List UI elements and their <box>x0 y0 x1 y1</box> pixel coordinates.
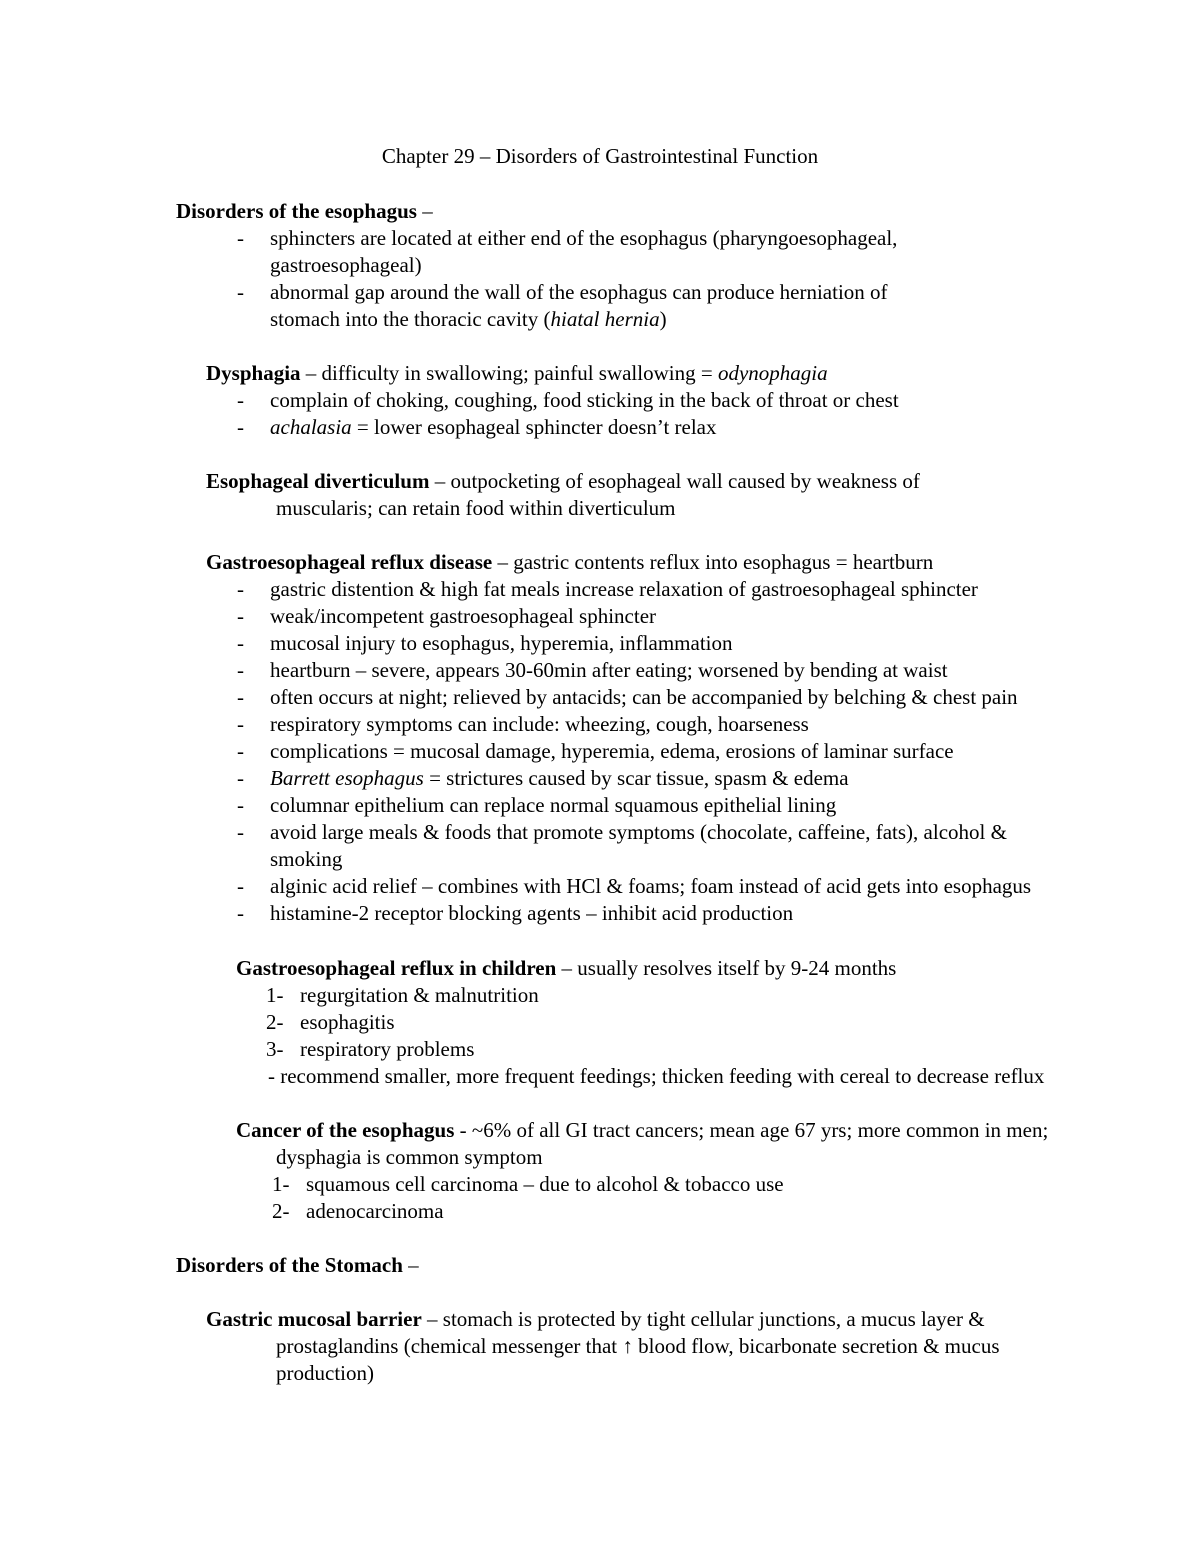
document-page: Chapter 29 – Disorders of Gastrointestinal Function Disorders of the esophagus – - sphincters are located at either end of the esophagus (pharyngoesophageal, gastroesophageal) - abnormal gap around the wall of the esophagus can produce herniation of stomach into the thoracic cavity (hiatal hernia) Dysphagia – difficulty in swallowing; painful swallowing = odynophagia - complain of choking, coughing, food sticking in the back of throat or chest - achalasia = lower esophageal sphincter doesn’t relax Esophageal diverticulum – outpocketing of esophageal wall caused by weakness of muscularis; can retain food within diverticulum Gastroesophageal reflux disease – gastric contents reflux into esophagus = heartburn - gastric distention & high fat meals increase relaxation of gastroesophageal sphincter - weak/incompetent gastroesophageal sphincter - mucosal injury to esophagus, hyperemia, inflammation - heartburn – severe, appears 30-60min after eating; worsened by bending at waist - often occurs at night; relieved by antacids; can be accompanied by belching & chest pain - respiratory symptoms can include: wheezing, cough, hoarseness - complications = mucosal damage, hyperemia, edema, erosions of laminar surface - Barrett esophagus = strictures caused by scar tissue, spasm & edema - columnar epithelium can replace normal squamous epithelial lining - avoid large meals & foods that promote symptoms (chocolate, caffeine, fats), alcohol & smoking - alginic acid relief – combines with HCl & foams; foam instead of acid gets into esophagus - histamine-2 receptor blocking agents – inhibit acid production Gastroesophageal reflux in children – usually resolves itself by 9-24 months 1- regurgitation & malnutrition 2- esophagitis 3- respiratory problems - recommend smaller, more frequent feedings; thicken feeding with cereal to decrease reflux Cancer of the esophagus - ~6% of all GI tract cancers; mean age 67 yrs; more common in men; dysphagia is common symptom 1- squamous cell carcinoma – due to alcohol & tobacco use 2- adenocarcinoma Disorders of the Stomach – Gastric mucosal barrier – stomach is protected by tight cellular junctions, a mucus layer & prostaglandins (chemical messenger that ↑ blood flow, bicarbonate secretion & mucus production) <box>0 0 1200 1553</box>
topic-gerd: Gastroesophageal reflux disease – gastric contents reflux into esophagus = heartburn <box>206 550 934 574</box>
list-item-continuation: smoking <box>270 847 343 871</box>
topic-esophageal-diverticulum: Esophageal diverticulum – outpocketing of esophageal wall caused by weakness of <box>206 469 920 493</box>
topic-gastric-mucosal-barrier: Gastric mucosal barrier – stomach is protected by tight cellular junctions, a mucus layer & <box>206 1307 985 1331</box>
topic-continuation: production) <box>276 1361 374 1385</box>
numbered-item: 3- respiratory problems <box>266 1037 475 1061</box>
list-item-continuation: stomach into the thoracic cavity (hiatal hernia) <box>270 307 667 331</box>
topic-esophageal-cancer: Cancer of the esophagus - ~6% of all GI tract cancers; mean age 67 yrs; more common in men; <box>236 1118 1049 1142</box>
section-heading-stomach: Disorders of the Stomach – <box>176 1253 419 1277</box>
topic-continuation: muscularis; can retain food within diverticulum <box>276 496 676 520</box>
numbered-item: 1- regurgitation & malnutrition <box>266 983 539 1007</box>
topic-continuation: prostaglandins (chemical messenger that ↑ blood flow, bicarbonate secretion & mucus <box>276 1334 1000 1358</box>
page-title: Chapter 29 – Disorders of Gastrointestinal Function <box>381 144 819 168</box>
topic-continuation: dysphagia is common symptom <box>276 1145 543 1169</box>
list-item-continuation: gastroesophageal) <box>270 253 422 277</box>
topic-reflux-children: Gastroesophageal reflux in children – usually resolves itself by 9-24 months <box>236 956 897 980</box>
numbered-item: 1- squamous cell carcinoma – due to alcohol & tobacco use <box>272 1172 784 1196</box>
numbered-item: 2- adenocarcinoma <box>272 1199 444 1223</box>
numbered-item: 2- esophagitis <box>266 1010 395 1034</box>
topic-dysphagia: Dysphagia – difficulty in swallowing; painful swallowing = odynophagia <box>206 361 828 385</box>
section-heading-esophagus: Disorders of the esophagus – <box>176 199 433 223</box>
children-note: - recommend smaller, more frequent feedings; thicken feeding with cereal to decrease reflux <box>268 1064 1045 1088</box>
